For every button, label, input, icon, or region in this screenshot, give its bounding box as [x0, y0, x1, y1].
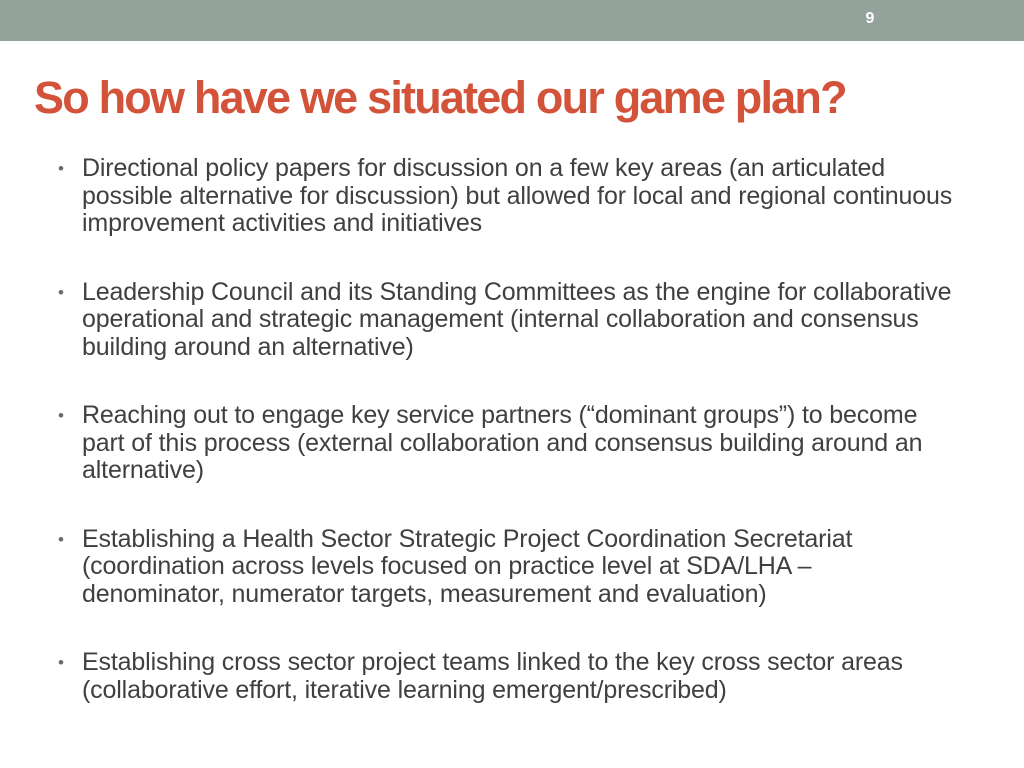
bullet-item — [56, 526, 956, 609]
bullet-text: Establishing a Health Sector Strategic Project Coordination Secretariat (coordination across levels focused on practice level at SDA/LHA – denominator, numerator targets, measurement and evaluation) — [82, 524, 853, 608]
slide-number: 9 — [865, 10, 875, 27]
bullet-item — [56, 649, 956, 704]
bullet-text: Leadership Council and its Standing Committees as the engine for collaborative operational and strategic management (internal collaboration and consensus building around an alternative) — [82, 277, 952, 361]
top-bar — [0, 0, 1024, 41]
bullet-icon: • — [58, 406, 64, 425]
bullet-icon: • — [58, 529, 64, 549]
bullet-list — [56, 155, 956, 745]
bullet-item — [56, 155, 956, 238]
bullet-text: Establishing cross sector project teams linked to the key cross sector areas (collaborative effort, iterative learning emergent/prescribed) — [82, 648, 903, 704]
bullet-text: Reaching out to engage key service partners (“dominant groups”) to become part of this process (external collaboration and consensus building around an alternative) — [82, 401, 923, 484]
bullet-text: Directional policy papers for discussion on a few key areas (an articulated possible alternative for discussion) but allowed for local and regional continuous improvement activities and initiatives — [82, 154, 953, 237]
bullet-item — [56, 402, 956, 485]
slide-title: So how have we situated our game plan? — [34, 72, 846, 123]
bullet-icon: • — [58, 159, 64, 178]
bullet-icon: • — [58, 282, 64, 302]
bullet-item — [56, 279, 956, 362]
bullet-icon: • — [58, 653, 64, 672]
